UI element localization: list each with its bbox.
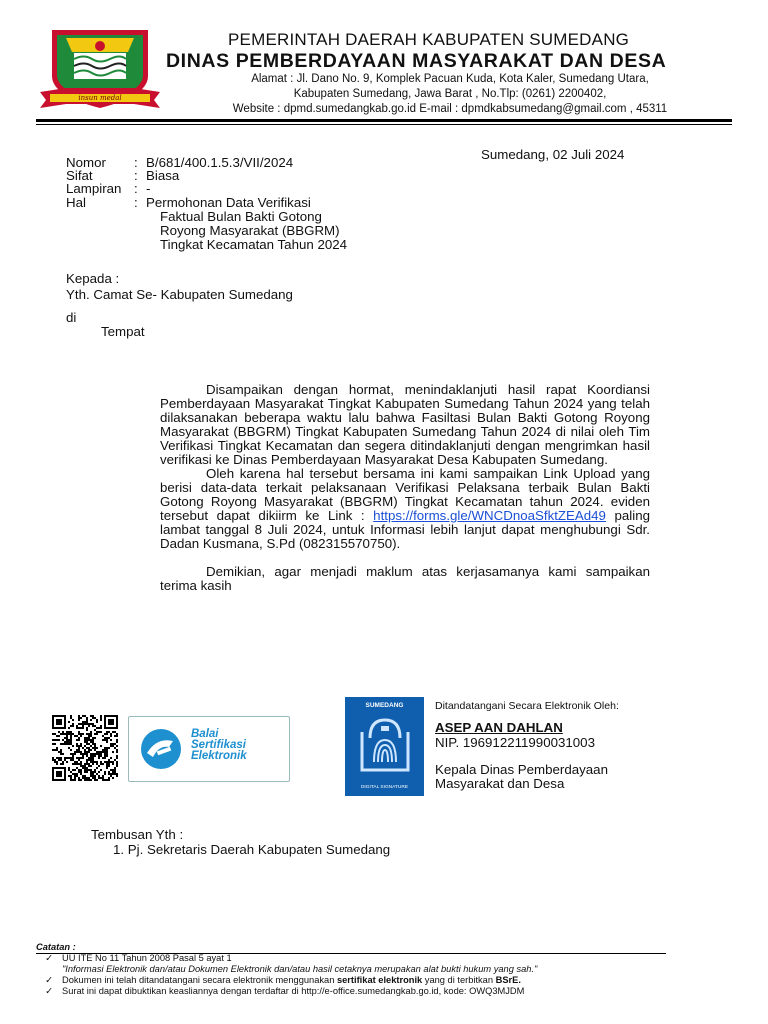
meta-value: -: [146, 181, 151, 196]
meta-key: Lampiran: [66, 181, 122, 196]
bsre-line-3: Elektronik: [191, 750, 247, 762]
hal-line: Royong Masyarakat (BBGRM): [160, 223, 340, 238]
signed-by-label: Ditandatangani Secara Elektronik Oleh:: [435, 700, 619, 712]
bsre-line-2: Sertifikasi: [191, 739, 246, 751]
meta-lampiran: Lampiran : -: [66, 181, 151, 196]
meta-key: Hal: [66, 195, 86, 210]
footer-catatan: Catatan :: [36, 942, 76, 952]
hal-line: Tingkat Kecamatan Tahun 2024: [160, 237, 348, 252]
regency-logo: [36, 26, 164, 112]
check-icon: ✓: [45, 953, 53, 963]
badge-title: SUMEDANG: [365, 702, 404, 709]
meta-value: Biasa: [146, 168, 180, 183]
meta-value: B/681/400.1.5.3/VII/2024: [146, 155, 294, 170]
signer-nip: NIP. 196912211990031003: [435, 735, 595, 750]
note-emphasis: sertifikat elektronik: [336, 975, 423, 985]
note-text: Dokumen ini telah ditandatangani secara elektronik menggunakan: [62, 975, 337, 985]
address-line-3: Website : dpmd.sumedangkab.go.id E-mail : dpmdkabsumedang@gmail.com , 45311: [232, 103, 668, 115]
check-icon: ✓: [45, 975, 53, 985]
position-line-2: Masyarakat dan Desa: [435, 776, 565, 791]
note-text: Surat ini dapat dibuktikan keasliannya dengan terdaftar di http://e-office.sumedangkab.go.id, kode: OWQ3MJDM: [62, 986, 525, 996]
note-emphasis: BSrE.: [495, 975, 521, 985]
address-line-2: Kabupaten Sumedang, Jawa Barat , No.Tlp: (0261) 2200402,: [293, 88, 607, 100]
letterhead-agency: DINAS PEMBERDAYAAN MASYARAKAT DAN DESA: [166, 50, 667, 72]
body-paragraph-3: Demikian, agar menjadi maklum atas kerjasamanya kami sampaikan terima kasih: [160, 564, 650, 593]
bsre-line-1: Balai: [191, 728, 219, 740]
address-line-1: Alamat : Jl. Dano No. 9, Komplek Pacuan Kuda, Kota Kaler, Sumedang Utara,: [251, 73, 649, 85]
body-paragraph-1: Disampaikan dengan hormat, menindaklanjuti hasil rapat Koordiansi Pemberdayaan Masyarakat Tingkat Kabupaten Sumedang Tahun 2024 yang telah dilaksanakan beberapa waktu lalu bahwa Fasiltasi Bulan Bakti Gotong Royong Masyarakat (BBGRM) Tingkat Kabupaten Sumedang Tahun 2024 di nilai oleh Tim Verifikasi Tingkat Kecamatan dan segera ditindaklanjuti dengan mengrimkan hasil verifikasi ke Dinas Pemberdayaan Masyarakat Desa Kabupaten Sumedang.: [160, 382, 650, 467]
letter-date: Sumedang, 02 Juli 2024: [481, 147, 625, 162]
body-paragraph-2: [160, 467, 650, 551]
hal-line: Faktual Bulan Bakti Gotong: [160, 209, 322, 224]
footer-note-3: [36, 986, 524, 997]
paragraph-2-text: Oleh karena hal tersebut bersama ini kami sampaikan Link Upload yang berisi data-data terkait pelaksanaan Verifikasi Pelaksana terbaik Bulan Bakti Gotong Royong Masyarakat (BBGRM) Tingkat Kecamatan tahun 2024. eviden tersebut dapat dikiirm ke Link :: [160, 466, 650, 523]
footer-note-1: [36, 953, 232, 964]
note-text: yang di terbitkan: [422, 975, 496, 985]
signer-position: [435, 763, 608, 791]
fingerprint-lock-icon: [354, 712, 416, 778]
meta-key: Nomor: [66, 155, 106, 170]
meta-value: Permohonan Data Verifikasi: [146, 195, 311, 210]
footer-note-1-quote: "Informasi Elektronik dan/atau Dokumen Elektronik dan/atau hasil cetaknya merupakan alat bukti hukum yang sah.": [62, 964, 538, 974]
letterhead-rule-thick: [36, 119, 732, 122]
signer-name: ASEP AAN DAHLAN: [435, 720, 563, 735]
letter-body: [160, 383, 650, 593]
hal-continuation: [160, 210, 347, 252]
meta-sifat: Sifat : Biasa: [66, 168, 180, 183]
paragraph-2-text-end: paling lambat tanggal 8 Juli 2024, untuk Informasi lebih lanjut dapat menghubungi Sdr. Dadan Kusmana, S.Pd (082315570750).: [160, 508, 650, 551]
letterhead-government: PEMERINTAH DAERAH KABUPATEN SUMEDANG: [228, 30, 630, 49]
meta-key: Sifat: [66, 168, 93, 183]
meta-hal: Hal : Permohonan Data Verifikasi: [66, 195, 311, 210]
recipient-tempat: Tempat: [101, 324, 145, 339]
letterhead-rule-thin: [36, 124, 732, 125]
tembusan-title: Tembusan Yth :: [91, 827, 184, 842]
tembusan-item: 1. Pj. Sekretaris Daerah Kabupaten Sumedang: [113, 842, 391, 857]
footer-note-2: [36, 975, 521, 986]
upload-form-link[interactable]: https://forms.gle/WNCDnoaSfktZEAd49: [373, 508, 606, 523]
logo-motto: insun medal: [78, 94, 122, 102]
recipient-kepada: Kepada :: [66, 271, 120, 286]
letterhead-address: [170, 72, 730, 117]
recipient-name: Yth. Camat Se- Kabupaten Sumedang: [66, 287, 293, 302]
bsre-emblem-icon: [139, 727, 183, 771]
meta-nomor: Nomor : B/681/400.1.5.3/VII/2024: [66, 155, 294, 170]
check-icon: ✓: [45, 986, 53, 996]
badge-caption: DIGITAL SIGNATURE: [360, 785, 409, 790]
qr-code: [52, 715, 118, 781]
note-text: UU ITE No 11 Tahun 2008 Pasal 5 ayat 1: [62, 953, 232, 963]
bsre-logo: [128, 716, 290, 782]
digital-signature-badge: [345, 697, 424, 796]
position-line-1: Kepala Dinas Pemberdayaan: [435, 762, 608, 777]
recipient-di: di: [66, 310, 77, 325]
